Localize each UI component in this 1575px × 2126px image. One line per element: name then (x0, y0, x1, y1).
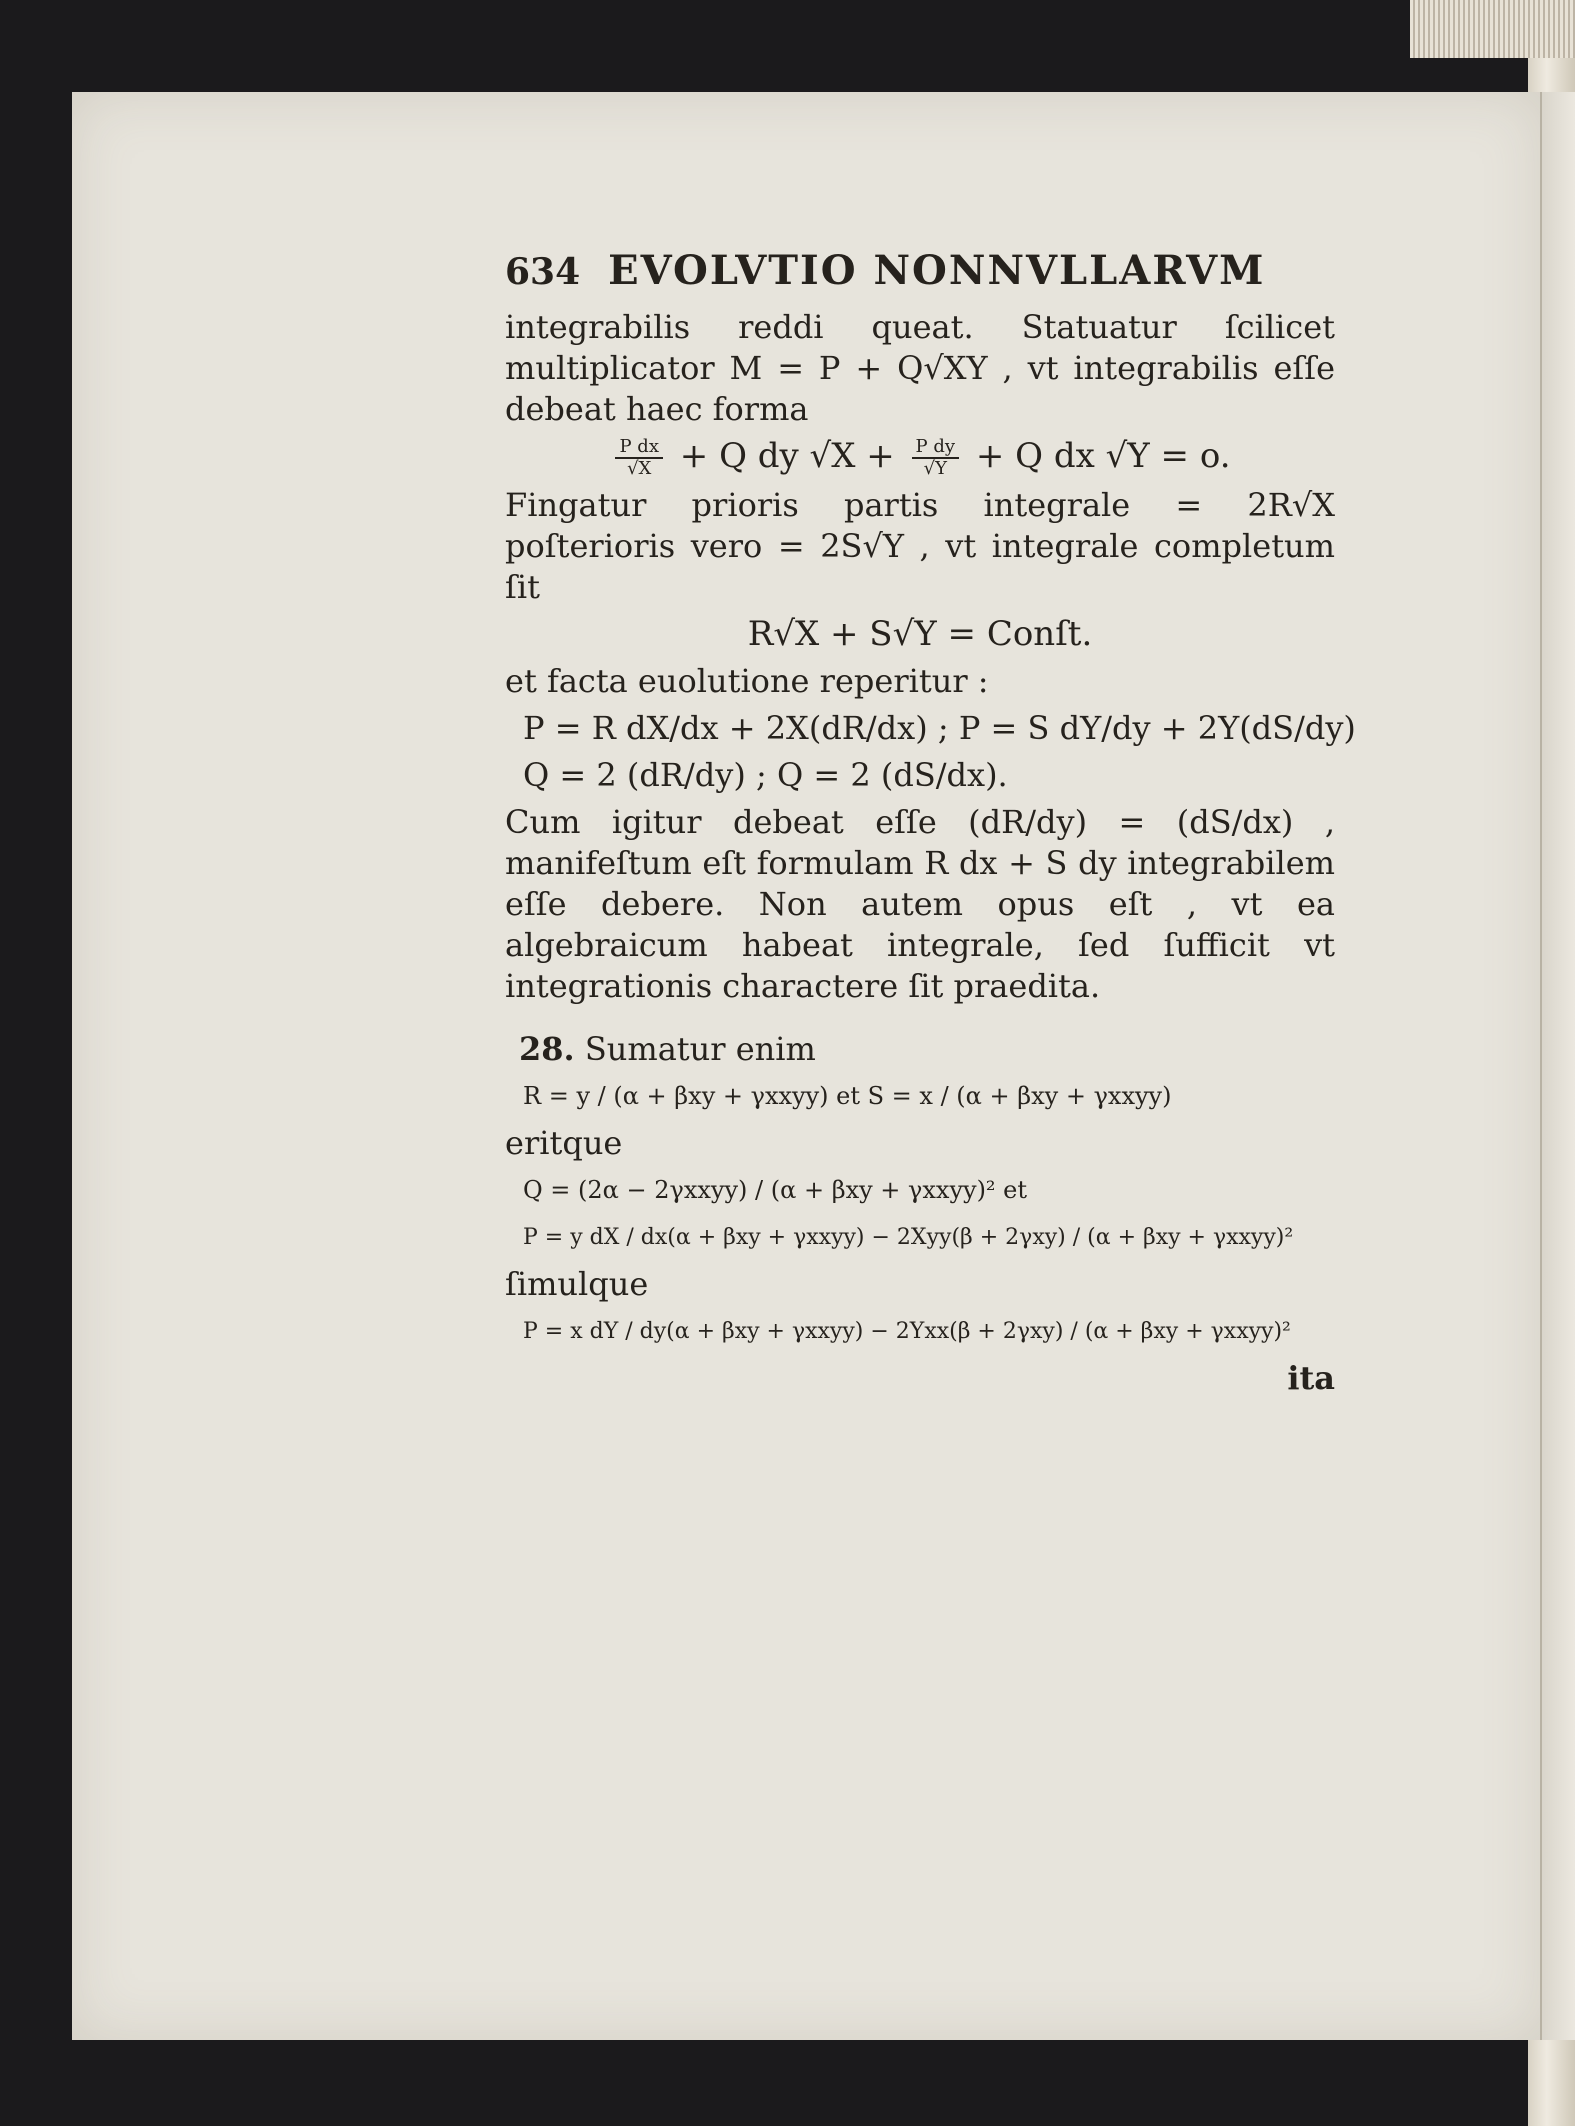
page-header (505, 247, 1335, 294)
equation-3-line-2: Q = 2 (dR/dy) ; Q = 2 (dS/dx). (523, 756, 1008, 794)
running-head: EVOLVTIO NONNVLLARVM (608, 247, 1266, 294)
equation-3-line-1: P = R dX/dx + 2X(dR/dx) ; P = S dY/dy + 2Y(dS/dy) (523, 709, 1356, 747)
simulque-label: ſimulque (505, 1265, 649, 1303)
paragraph-2: Fingatur prioris partis integrale = 2R√X poſterioris vero = 2S√Y , vt integrale completum ſit (505, 486, 1335, 606)
equation-6: P = x dY / dy(α + βxy + γxxyy) − 2Yxx(β + 2γxy) / (α + βxy + γxxyy)² (523, 1319, 1291, 1344)
book-edge-top (1410, 0, 1575, 58)
equation-5-line-2: P = y dX / dx(α + βxy + γxxyy) − 2Xyy(β + 2γxy) / (α + βxy + γxxyy)² (523, 1225, 1294, 1250)
section-intro: Sumatur enim (584, 1030, 816, 1068)
eritque-label: eritque (505, 1124, 623, 1162)
equation-1-part-b: + Q dy √X + (679, 436, 895, 476)
equation-1 (505, 436, 1335, 479)
equation-1-part-d: + Q dx √Y = o. (975, 436, 1231, 476)
catchword: ita (1287, 1359, 1335, 1397)
paragraph-4: Cum igitur debeat eſſe (dR/dy) = (dS/dx) , manifeſtum eſt formulam R dx + S dy integrabilem eſſe debere. Non autem opus eſt , vt ea algebraicum habeat integrale, ſed ſufficit vt integrationis charactere ſit praedita. (505, 803, 1335, 1005)
fraction-pdy-sqrty: $\frac{\text{P dy}}{√Y}$ (912, 437, 960, 479)
page-number: 634 (505, 251, 581, 293)
paragraph-3: et facta euolutione reperitur : (505, 662, 989, 700)
section-28-heading (519, 1029, 1335, 1070)
paragraph-1: integrabilis reddi queat. Statuatur ſcilicet multiplicator M = P + Q√XY , vt integrabilis eſſe debeat haec forma (505, 308, 1335, 428)
page-gutter (1540, 92, 1575, 2040)
section-number: 28. (519, 1030, 575, 1068)
page-content (505, 247, 1356, 1399)
equation-2: R√X + S√Y = Conſt. (747, 614, 1093, 654)
equation-5-line-1: Q = (2α − 2γxxyy) / (α + βxy + γxxyy)² et (523, 1176, 1028, 1204)
fraction-pdx-sqrtx: $\frac{\text{P dx}}{√X}$ (615, 437, 663, 479)
equation-4: R = y / (α + βxy + γxxyy) et S = x / (α + βxy + γxxyy) (523, 1082, 1172, 1110)
